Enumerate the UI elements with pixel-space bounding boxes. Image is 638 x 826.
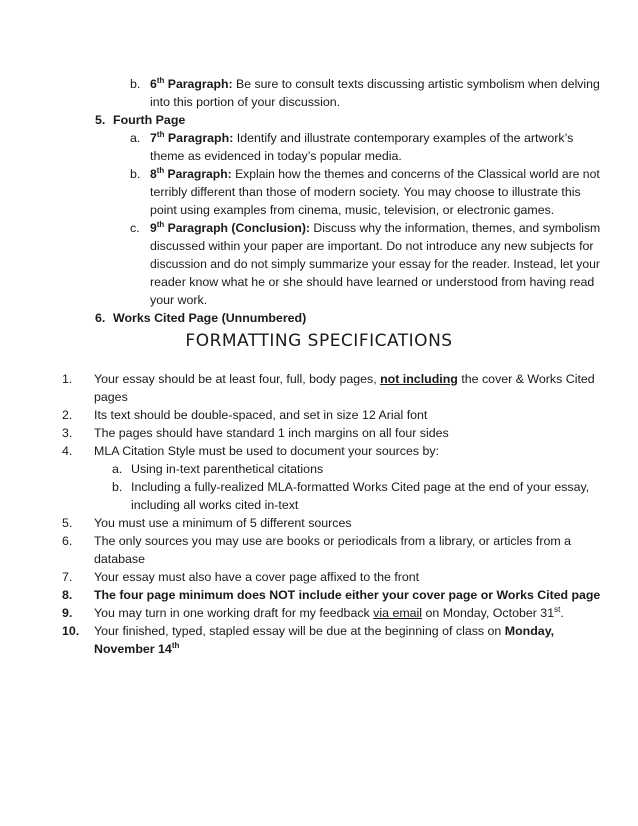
list-marker: 10.	[62, 624, 80, 638]
section-title: Works Cited Page (Unnumbered)	[113, 311, 307, 325]
list-marker: a.	[130, 131, 141, 145]
list-marker: a.	[112, 462, 123, 476]
list-item: 9th Paragraph (Conclusion): Discuss why the information, themes, and symbolism	[150, 219, 601, 235]
list-item: Your finished, typed, stapled essay will be due at the beginning of class on Monday,	[94, 624, 555, 638]
list-item-continuation: discussed within your paper are important. Do not introduce any new subjects for	[150, 239, 594, 253]
list-item: MLA Citation Style must be used to document your sources by:	[94, 444, 440, 458]
list-item-continuation: November 14th	[94, 640, 180, 656]
list-marker: b.	[130, 77, 141, 91]
list-item: Including a fully-realized MLA-formatted Works Cited page at the end of your essay,	[131, 480, 590, 494]
list-item: You may turn in one working draft for my feedback via email on Monday, October 31st.	[94, 604, 564, 620]
list-item: 7th Paragraph: Identify and illustrate contemporary examples of the artwork’s	[150, 129, 574, 145]
list-item: Its text should be double-spaced, and set in size 12 Arial font	[94, 408, 428, 422]
list-item-continuation: discussion and do not simply summarize your essay for the reader. Instead, let your	[150, 257, 600, 271]
list-marker: 3.	[62, 426, 73, 440]
list-item-continuation: into this portion of your discussion.	[150, 95, 341, 109]
list-marker: 9.	[62, 606, 73, 620]
email-link[interactable]: via email	[373, 606, 423, 620]
list-item-continuation: your work.	[150, 293, 208, 307]
list-item: 6th Paragraph: Be sure to consult texts discussing artistic symbolism when delving	[150, 75, 600, 91]
list-item-continuation: pages	[94, 390, 128, 404]
list-item: The pages should have standard 1 inch margins on all four sides	[94, 426, 449, 440]
list-item-continuation: reader know what he or she should have learned or understood from having read	[150, 275, 595, 289]
list-marker: 4.	[62, 444, 73, 458]
list-marker: 1.	[62, 372, 73, 386]
list-item: 8th Paragraph: Explain how the themes and concerns of the Classical world are not	[150, 165, 600, 181]
list-marker: 6.	[95, 311, 106, 325]
list-item-continuation: terribly different than those of modern society. You may choose to illustrate this	[150, 185, 581, 199]
list-item: The four page minimum does NOT include either your cover page or Works Cited page	[94, 588, 601, 602]
list-item: You must use a minimum of 5 different sources	[94, 516, 352, 530]
list-marker: 8.	[62, 588, 73, 602]
list-item-continuation: including all works cited in-text	[131, 498, 299, 512]
section-heading: FORMATTING SPECIFICATIONS	[185, 331, 453, 351]
list-item: The only sources you may use are books or periodicals from a library, or articles from a	[94, 534, 571, 548]
list-marker: 7.	[62, 570, 73, 584]
list-item: Your essay must also have a cover page affixed to the front	[94, 570, 420, 584]
list-item-continuation: database	[94, 552, 145, 566]
list-marker: b.	[112, 480, 123, 494]
list-marker: c.	[130, 221, 140, 235]
section-title: Fourth Page	[113, 113, 186, 127]
list-item: Your essay should be at least four, full, body pages, not including the cover & Works Cited	[94, 372, 595, 386]
list-item-continuation: point using examples from cinema, music, television, or electronic games.	[150, 203, 555, 217]
list-marker: 5.	[62, 516, 73, 530]
list-marker: 6.	[62, 534, 73, 548]
list-marker: 5.	[95, 113, 106, 127]
list-marker: 2.	[62, 408, 73, 422]
list-marker: b.	[130, 167, 141, 181]
list-item-continuation: theme as evidenced in today’s popular media.	[150, 149, 402, 163]
list-item: Using in-text parenthetical citations	[131, 462, 324, 476]
